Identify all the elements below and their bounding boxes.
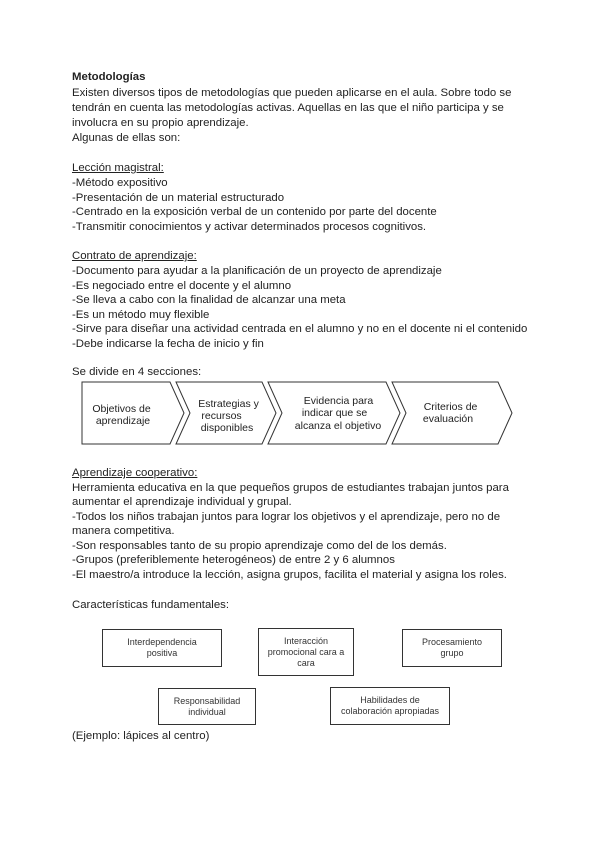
feature-text: Habilidades de xyxy=(360,695,420,705)
feature-text: Interacción xyxy=(283,635,328,646)
cooperativo-line: manera competitiva. xyxy=(72,525,175,537)
feature-text: Interdependencia xyxy=(127,637,197,647)
feature-text: individual xyxy=(188,706,226,717)
feature-text: promocional cara a xyxy=(267,646,345,657)
page-title: Metodologías xyxy=(72,71,146,83)
feature-box xyxy=(102,629,222,667)
section-text: alcanza el objetivo xyxy=(294,420,382,432)
section-text: Objetivos de xyxy=(92,403,151,415)
cooperativo-line: -Grupos (preferiblemente heterogéneos) de entre 2 y 6 alumnos xyxy=(72,554,395,566)
feature-box xyxy=(258,628,354,676)
feature-box xyxy=(330,687,450,725)
features-label: Características fundamentales: xyxy=(72,599,230,611)
contrato-item: -Es un método muy flexible xyxy=(72,309,210,321)
contrato-item: -Es negociado entre el docente y el alumno xyxy=(72,280,292,292)
feature-text: cara xyxy=(297,657,315,668)
cooperativo-heading: Aprendizaje cooperativo: xyxy=(72,467,198,479)
svg-text:Evidencia para indicar q xyxy=(295,395,382,432)
cooperativo-line: -Todos los niños trabajan juntos para lograr los objetivos y el aprendizaje, pero no de xyxy=(72,511,501,523)
leccion-heading: Lección magistral: xyxy=(72,162,164,174)
cooperativo-line: aumentar el aprendizaje individual y grupal. xyxy=(72,496,292,508)
feature-box xyxy=(402,629,502,667)
section-text: Estrategias y xyxy=(198,398,259,410)
section-text: Criterios de xyxy=(423,401,478,413)
section-text: recursos xyxy=(201,410,242,422)
contrato-item: -Documento para ayudar a la planificación de un proyecto de aprendizaje xyxy=(72,265,442,277)
contrato-item: -Debe indicarse la fecha de inicio y fin xyxy=(72,338,264,350)
intro-line: Algunas de ellas son: xyxy=(72,132,181,144)
cooperativo-line: -El maestro/a introduce la lección, asigna grupos, facilita el material y asigna los roles. xyxy=(72,569,507,581)
svg-text:Objetivos de aprendizaje xyxy=(92,403,153,427)
contrato-item: -Sirve para diseñar una actividad centrada en el alumno y no en el docente ni el contenido xyxy=(72,323,528,335)
leccion-item: -Presentación de un material estructurado xyxy=(72,192,285,204)
section-text: indicar que se xyxy=(301,407,368,419)
example-note: (Ejemplo: lápices al centro) xyxy=(72,730,210,742)
svg-text:Criterios de evaluación xyxy=(423,401,480,425)
feature-text: positiva xyxy=(146,648,178,658)
contrato-item: -Se lleva a cabo con la finalidad de alcanzar una meta xyxy=(72,294,346,306)
section-text: Evidencia para xyxy=(303,395,374,407)
feature-text: colaboración apropiadas xyxy=(340,706,440,716)
feature-box xyxy=(158,688,256,725)
intro-line: involucra en su propio aprendizaje. xyxy=(72,117,249,129)
leccion-item: -Transmitir conocimientos y activar determinados procesos cognitivos. xyxy=(72,221,427,233)
sections-chevron-diagram xyxy=(78,378,518,448)
intro-line: Existen diversos tipos de metodologías que pueden aplicarse en el aula. Sobre todo se xyxy=(72,87,512,99)
cooperativo-line: -Son responsables tanto de su propio aprendizaje como del de los demás. xyxy=(72,540,447,552)
feature-text: Responsabilidad xyxy=(173,695,241,706)
contrato-heading: Contrato de aprendizaje: xyxy=(72,250,197,262)
section-text: evaluación xyxy=(422,413,474,425)
leccion-item: -Método expositivo xyxy=(72,177,168,189)
leccion-item: -Centrado en la exposición verbal de un contenido por parte del docente xyxy=(72,206,437,218)
feature-text: Procesamiento xyxy=(421,637,483,647)
intro-line: tendrán en cuenta las metodologías activas. Aquellas en las que el niño participa y se xyxy=(72,102,504,114)
sections-label: Se divide en 4 secciones: xyxy=(72,366,202,378)
section-text: disponibles xyxy=(200,422,254,434)
section-text: aprendizaje xyxy=(95,415,151,427)
cooperativo-line: Herramienta educativa en la que pequeños grupos de estudiantes trabajan juntos para xyxy=(72,482,509,494)
feature-text: grupo xyxy=(440,648,464,658)
